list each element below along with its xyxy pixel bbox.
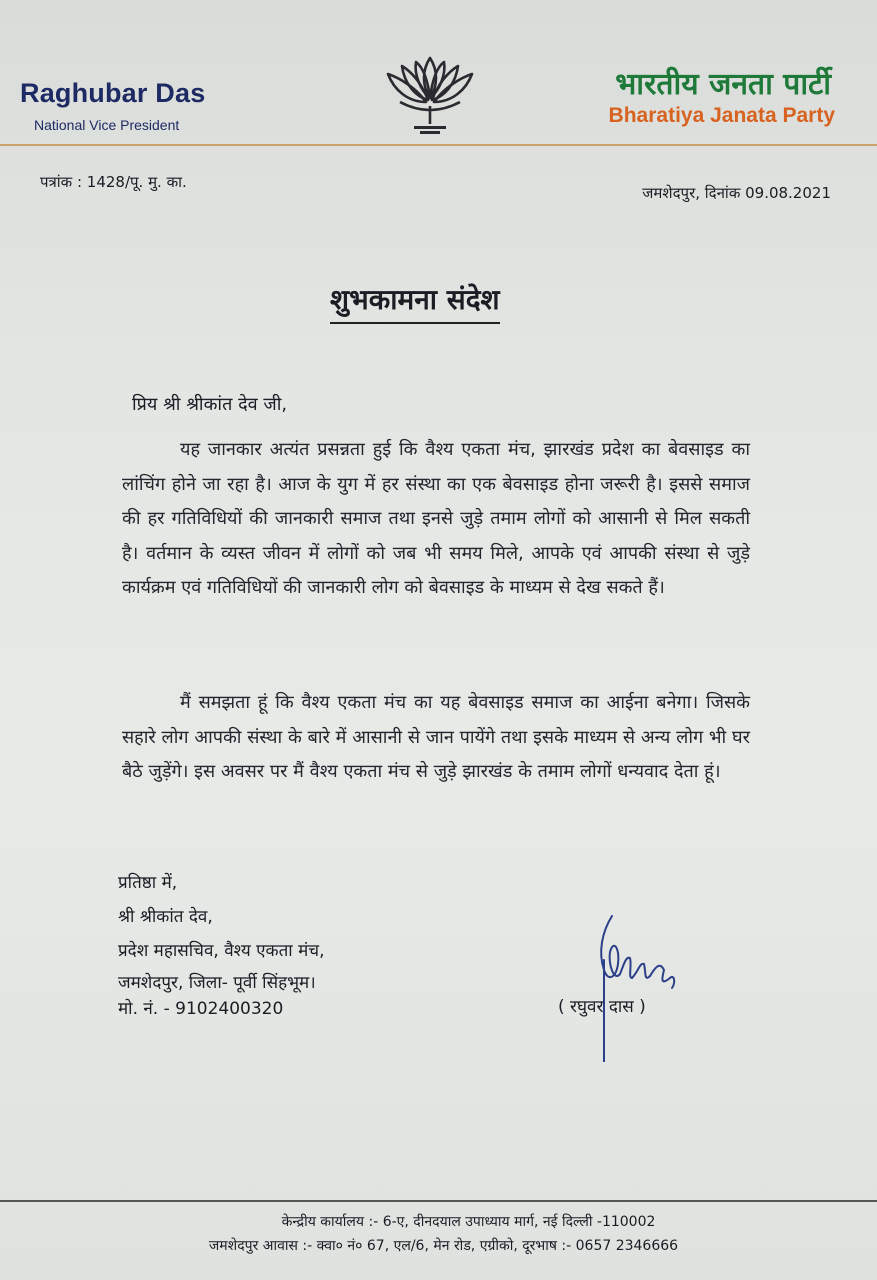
- handwritten-signature: [590, 912, 700, 1062]
- sender-title: National Vice President: [34, 117, 180, 133]
- addressee-line: श्री श्रीकांत देव,: [118, 907, 213, 927]
- addressee-phone: मो. नं. - 9102400320: [118, 999, 284, 1019]
- footer-residence-value: क्वा० नं० 67, एल/6, मेन रोड, एग्रीको, दूरभाष :- 0657 2346666: [316, 1238, 679, 1254]
- party-name-hindi: भारतीय जनता पार्टी: [615, 67, 831, 102]
- place-date: जमशेदपुर, दिनांक 09.08.2021: [642, 184, 831, 202]
- reference-number: पत्रांक : 1428/पू. मु. का.: [40, 173, 187, 191]
- sender-name: Raghubar Das: [20, 78, 206, 108]
- letterhead-divider: [0, 144, 877, 146]
- footer-office-address: [0, 1212, 877, 1231]
- letter-heading: शुभकामना संदेश: [330, 280, 500, 324]
- lotus-icon: [384, 52, 476, 136]
- addressee-line: प्रदेश महासचिव, वैश्य एकता मंच,: [118, 941, 325, 961]
- party-name-english: Bharatiya Janata Party: [608, 104, 835, 127]
- footer-office-value: 6-ए, दीनदयाल उपाध्याय मार्ग, नई दिल्ली -110002: [382, 1214, 656, 1230]
- addressee-line: जमशेदपुर, जिला- पूर्वी सिंहभूम।: [118, 973, 316, 993]
- footer-office-label: केन्द्रीय कार्यालय :-: [281, 1214, 379, 1230]
- addressee-line: प्रतिष्ठा में,: [118, 873, 178, 893]
- footer-residence-address: [0, 1236, 877, 1255]
- signer-name: ( रघुवर दास ): [558, 997, 646, 1017]
- body-paragraph: यह जानकार अत्यंत प्रसन्नता हुई कि वैश्य एकता मंच, झारखंड प्रदेश का बेवसाइड का लांचिंग होने जा रहा है। आज के युग में हर संस्था का एक बेवसाइड होना जरूरी है। इससे समाज की हर गतिविधियों की जानकारी समाज तथा इनसे जुड़े तमाम लोगों को आसानी से मिल सकती है। वर्तमान के व्यस्त जीवन में लोगों को जब भी समय मिले, आपके एवं आपकी संस्था से जुड़े कार्यक्रम एवं गतिविधियों की जानकारी लोग को बेवसाइड के माध्यम से देख सकते हैं।: [122, 439, 750, 598]
- body-paragraph: मैं समझता हूं कि वैश्य एकता मंच का यह बेवसाइड समाज का आईना बनेगा। जिसके सहारे लोग आपकी संस्था के बारे में आसानी से जान पायेंगे तथा इसके माध्यम से अन्य लोग भी घर बैठे जुड़ेंगे। इस अवसर पर मैं वैश्य एकता मंच से जुड़े झारखंड के तमाम लोगों धन्यवाद देता हूं।: [122, 692, 750, 782]
- footer-divider: [0, 1200, 877, 1202]
- salutation: प्रिय श्री श्रीकांत देव जी,: [132, 394, 288, 415]
- footer-residence-label: जमशेदपुर आवास :-: [208, 1238, 313, 1254]
